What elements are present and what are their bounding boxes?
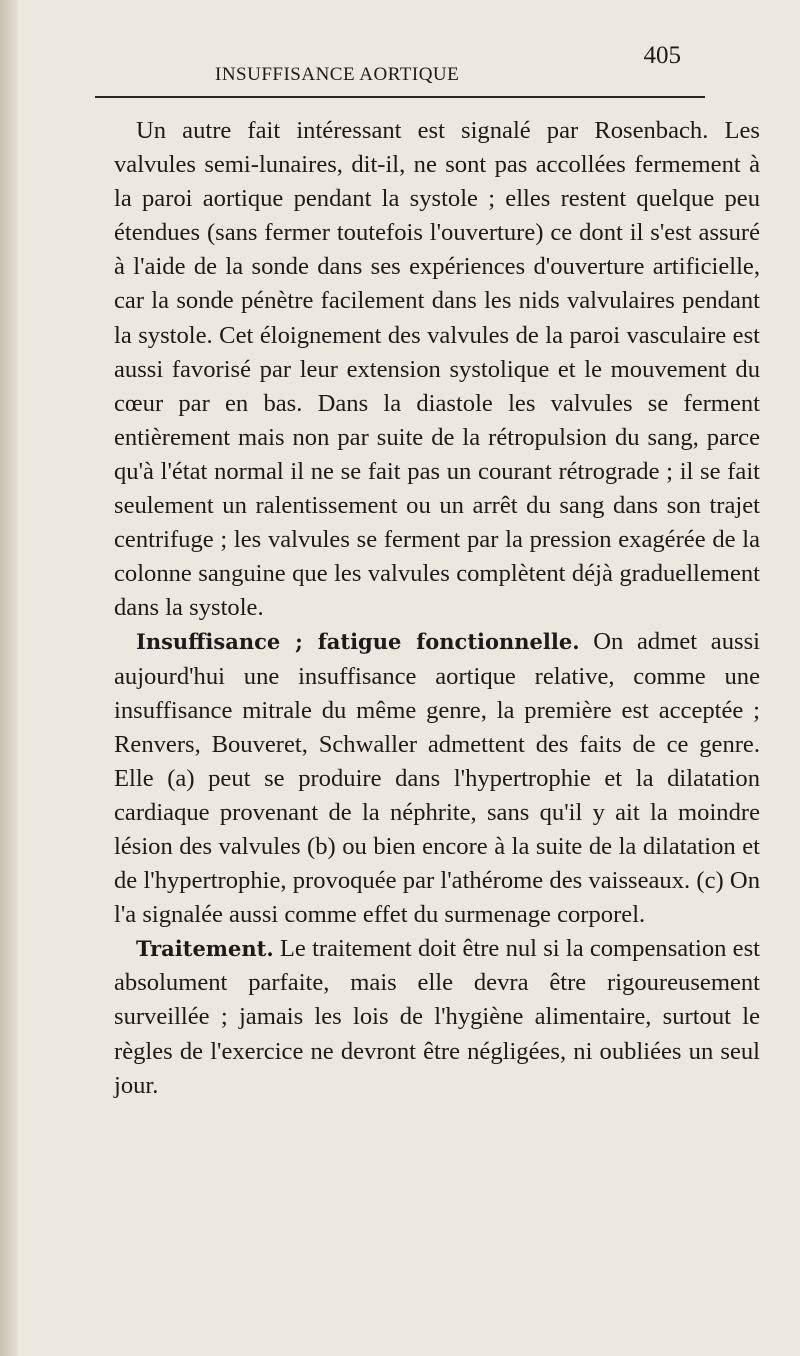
page-number: 405 xyxy=(643,42,681,69)
section-heading-insuffisance: Insuffisance ; fatigue fonctionnelle. xyxy=(136,629,580,655)
paragraph-insuffisance xyxy=(114,625,760,932)
paragraph-rosenbach: Un autre fait intéressant est signalé par Rosenbach. Les valvules semi-lunaires, dit-il, ne sont pas accollées fermement à la paroi aortique pendant la systole ; elles restent quelque peu étendues (sans fermer toutefois l'ouverture) ce dont il s'est assuré à l'aide de la sonde dans ses expériences d'ouverture artificielle, car la sonde pénètre facilement dans les nids valvulaires pendant la systole. Cet éloignement des valvules de la paroi vasculaire est aussi favorisé par leur extension systolique et le mouvement du cœur par en bas. Dans la diastole les valvules se ferment entièrement mais non par suite de la rétropulsion du sang, parce qu'à l'état normal il ne se fait pas un courant rétrograde ; il se fait seulement un ralentissement ou un arrêt du sang dans son trajet centrifuge ; les valvules se ferment par la pression exagérée de la colonne sanguine que les valvules complètent déjà graduellement dans la systole. xyxy=(114,117,760,622)
paragraph-traitement xyxy=(114,932,760,1102)
page-gutter-shadow xyxy=(0,0,18,1356)
section-heading-traitement: Traitement. xyxy=(136,936,274,962)
header-rule xyxy=(95,96,705,98)
section-text-insuffisance: On admet aussi aujourd'hui une insuffisance aortique relative, comme une insuffisance mitrale du même genre, la première est acceptée ; Renvers, Bouveret, Schwaller admettent des faits de ce genre. Elle (a) peut se produire dans l'hypertrophie et la dilatation cardiaque provenant de la néphrite, sans qu'il y ait la moindre lésion des valvules (b) ou bien encore à la suite de la dilatation et de l'hypertrophie, provoquée par l'athérome des vaisseaux. (c) On l'a signalée aussi comme effet du surmenage corporel. xyxy=(114,628,760,929)
body-text xyxy=(114,114,760,1103)
section-text-traitement: Le traitement doit être nul si la compensation est absolument parfaite, mais elle devra être rigoureusement surveillée ; jamais les lois de l'hygiène alimentaire, surtout le règles de l'exercice ne devront être négligées, ni oubliées un seul jour. xyxy=(114,935,760,1099)
page-header xyxy=(95,36,705,100)
running-title: INSUFFISANCE AORTIQUE xyxy=(215,64,460,85)
